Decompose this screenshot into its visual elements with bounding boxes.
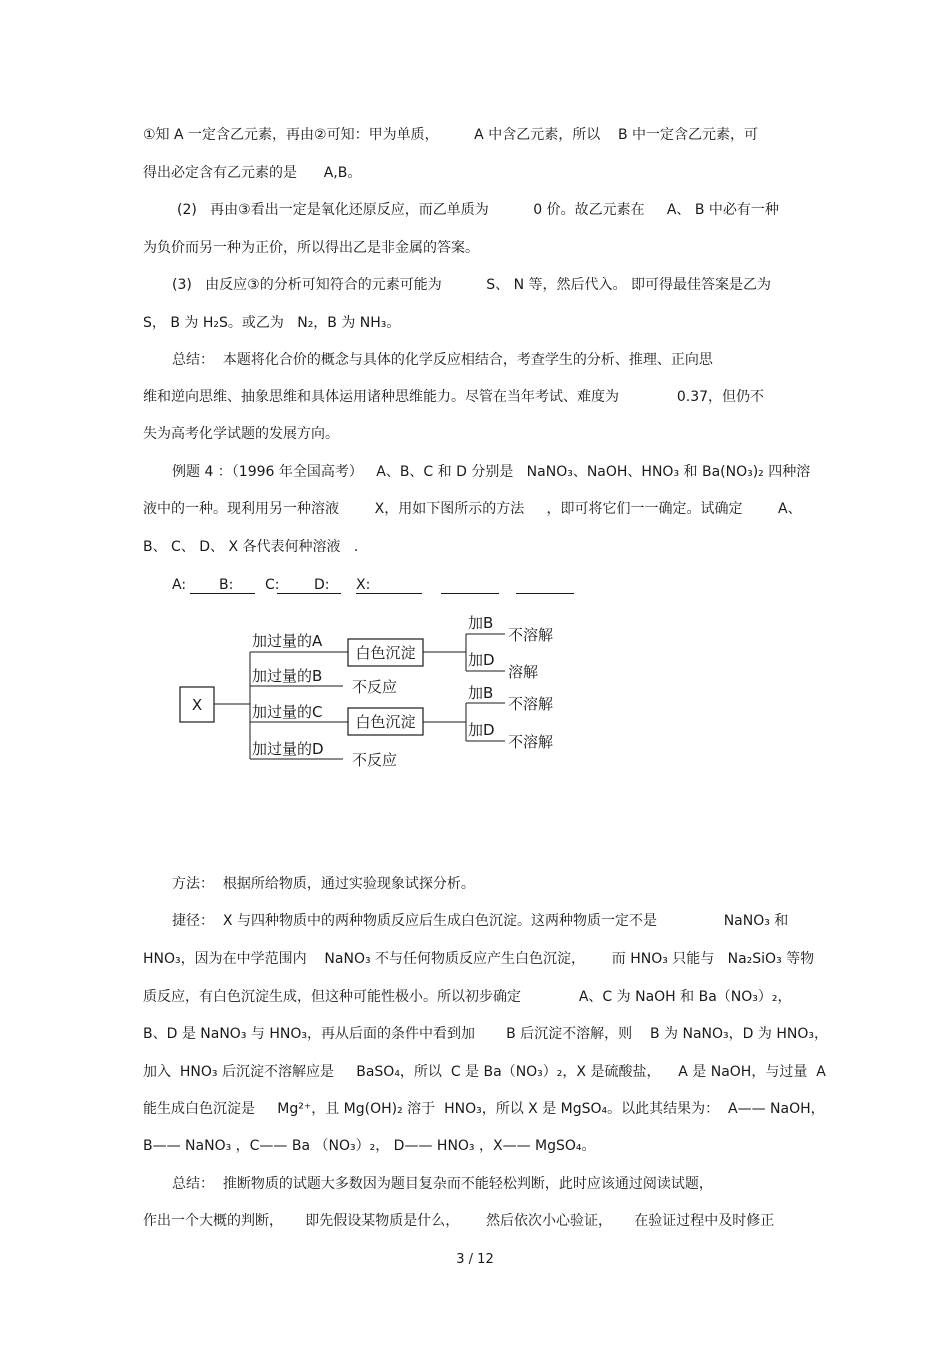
answer-label-c: C: <box>265 577 280 593</box>
add-b-label-1: 加B <box>468 614 494 632</box>
paragraph-6: S， B 为 H₂S。或乙为 N₂，B 为 NH₃。 <box>143 315 401 331</box>
solution-line-6: 加入 HNO₃ 后沉淀不溶解应是 BaSO₄，所以 C 是 Ba（NO₃）₂，X 是硫酸盐， A 是 NaOH，与过量 A <box>143 1064 826 1080</box>
branch-a-label: 加过量的A <box>252 632 323 650</box>
x-box-label: X <box>191 696 203 714</box>
paragraph-8: 维和逆向思维、抽象思维和具体运用诸种思维能力。尽管在当年考试、难度为 0.37，但仍不 <box>143 389 765 405</box>
branch-d-label: 加过量的D <box>252 740 324 758</box>
solution-line-9: 总结： 推断物质的试题大多数因为题目复杂而不能轻松判断，此时应该通过阅读试题， <box>172 1176 713 1192</box>
result-b-1: 不溶解 <box>508 626 554 644</box>
result-d-1: 溶解 <box>508 663 539 681</box>
no-reaction-d: 不反应 <box>352 751 398 769</box>
paragraph-3: (2) 再由③看出一定是氧化还原反应，而乙单质为 0 价。故乙元素在 A、 B 中必有一种 <box>177 202 779 218</box>
paragraph-9: 失为高考化学试题的发展方向。 <box>143 426 339 442</box>
solution-line-3: HNO₃，因为在中学范围内 NaNO₃ 不与任何物质反应产生白色沉淀， 而 HNO₃ 只能与 Na₂SiO₃ 等物 <box>143 951 815 967</box>
paragraph-11: 液中的一种。现利用另一种溶液 X，用如下图所示的方法 ，即可将它们一一确定。试确定 A、 <box>143 501 802 517</box>
answer-label-d: D: <box>314 577 330 593</box>
answer-label-a: A: <box>172 577 187 593</box>
paragraph-10: 例题 4 ：（1996 年全国高考） A、B、C 和 D 分别是 NaNO₃、NaOH、HNO₃ 和 Ba(NO₃)₂ 四种溶 <box>172 464 811 480</box>
paragraph-2: 得出必定含有乙元素的是 A,B。 <box>143 165 362 181</box>
paragraph-12: B、 C、 D、 X 各代表何种溶液 . <box>143 539 359 555</box>
solution-line-1: 方法： 根据所给物质，通过实验现象试探分析。 <box>172 876 475 892</box>
answer-label-b: B: <box>219 577 234 593</box>
solution-line-8: B—— NaNO₃ ，C—— Ba （NO₃）₂， D—— HNO₃ ，X—— MgSO₄。 <box>143 1138 596 1154</box>
solution-line-10: 作出一个大概的判断， 即先假设某物质是什么， 然后依次小心验证， 在验证过程中及时修正 <box>143 1213 775 1229</box>
solution-line-4: 质反应，有白色沉淀生成，但这种可能性极小。所以初步确定 A、C 为 NaOH 和 Ba（NO₃）₂， <box>143 989 792 1005</box>
precipitate-label-2: 白色沉淀 <box>355 713 416 731</box>
precipitate-label-1: 白色沉淀 <box>355 644 416 662</box>
solution-line-7: 能生成白色沉淀是 Mg²⁺，且 Mg(OH)₂ 溶于 HNO₃，所以 X 是 MgSO₄。以此其结果为： A—— NaOH， <box>143 1101 825 1117</box>
no-reaction-b: 不反应 <box>352 678 398 696</box>
add-d-label-2: 加D <box>468 721 495 739</box>
paragraph-7: 总结： 本题将化合价的概念与具体的化学反应相结合，考查学生的分析、推理、正向思 <box>172 352 713 368</box>
paragraph-1: ①知 A 一定含乙元素，再由②可知：甲为单质， A 中含乙元素，所以 B 中一定含乙元素，可 <box>143 127 759 143</box>
solution-line-5: B、D 是 NaNO₃ 与 HNO₃，再从后面的条件中看到加 B 后沉淀不溶解，则 B 为 NaNO₃，D 为 HNO₃， <box>143 1026 828 1042</box>
result-b-2: 不溶解 <box>508 695 554 713</box>
add-d-label-1: 加D <box>468 651 495 669</box>
page-number: 3 / 12 <box>456 1252 494 1267</box>
solution-line-2: 捷径： X 与四种物质中的两种物质反应后生成白色沉淀。这两种物质一定不是 NaNO₃ 和 <box>172 913 789 929</box>
result-d-2: 不溶解 <box>508 733 554 751</box>
add-b-label-2: 加B <box>468 684 494 702</box>
paragraph-4: 为负价而另一种为正价，所以得出乙是非金属的答案。 <box>143 240 479 256</box>
branch-b-label: 加过量的B <box>252 667 323 685</box>
paragraph-5: (3) 由反应③的分析可知符合的元素可能为 S、 N 等，然后代入。 即可得最佳答案是乙为 <box>172 277 771 293</box>
branch-c-label: 加过量的C <box>252 703 323 721</box>
answer-label-x: X: <box>356 577 371 593</box>
